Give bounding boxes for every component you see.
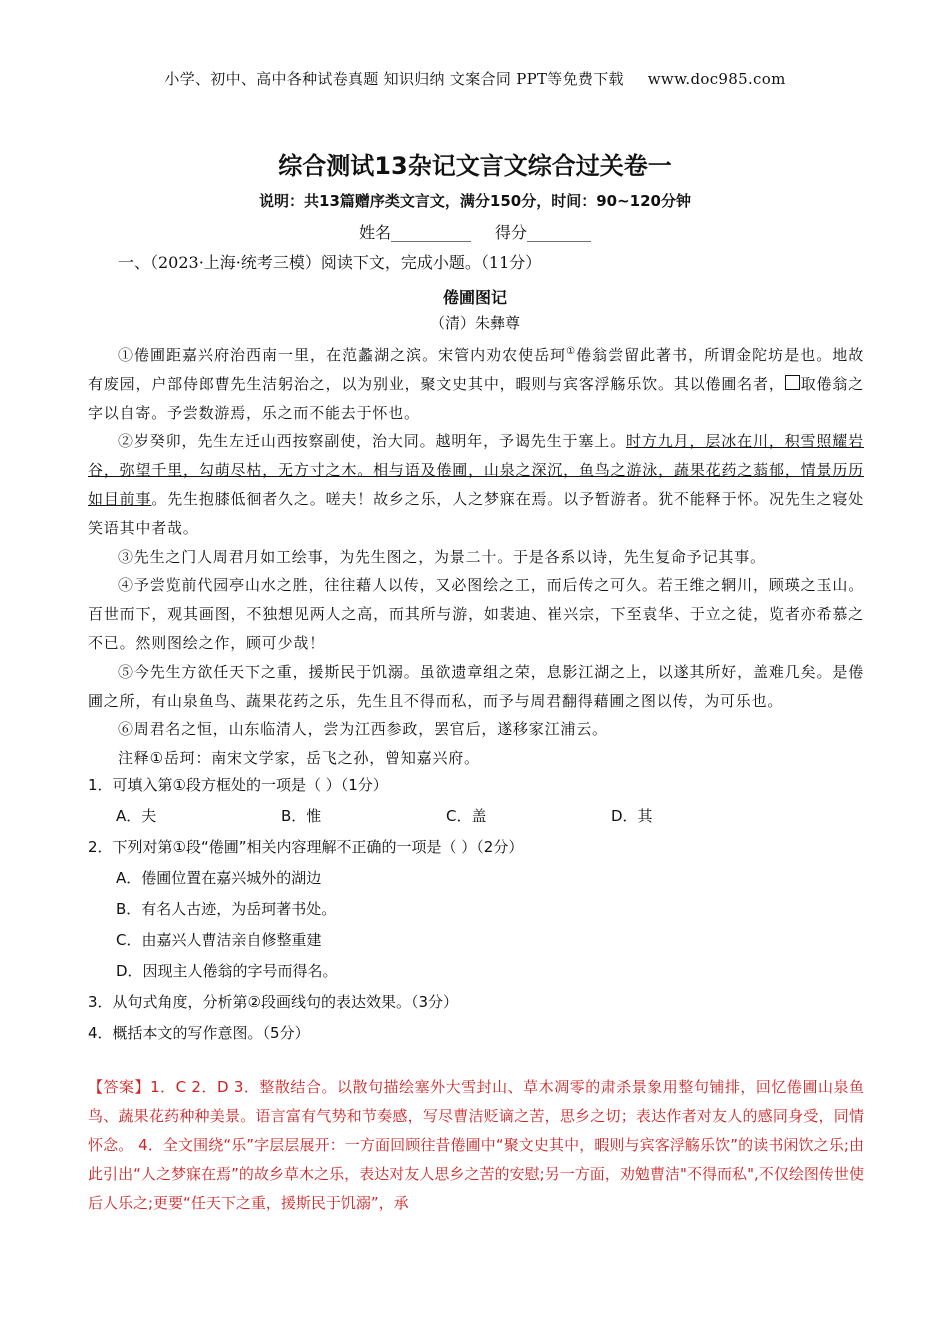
paragraph-4: ④予尝览前代园亭山水之胜，往往藉人以传，又必图绘之工，而后传之可久。若王维之辋川，顾瑛之玉山。百世而下，观其画图，不独想见两人之高，而其所与游，如裴迪、崔兴宗，下至袁华、于立之徒，览者亦希慕之不已。然则图绘之作，顾可少哉！ [88,576,864,652]
option: A．夫 [116,807,157,825]
question-4: 4．概括本文的写作意图。（5分） [88,1024,310,1042]
footnote: 注释①岳珂：南宋文学家，岳飞之孙，曾知嘉兴府。 [118,749,480,768]
essay-body [88,338,864,773]
footnote-marker: ① [566,346,577,357]
option: B．惟 [281,807,322,825]
answer-tag: 【答案】 [88,1078,151,1096]
answer-block [88,1073,864,1218]
option: D．因现主人倦翁的字号而得名。 [116,962,338,980]
name-field: 姓名__________ [358,223,471,242]
question-2: 2．下列对第①段“倦圃”相关内容理解不正确的一项是（ ）（2分） [88,838,524,856]
answer-text: 1．C 2．D 3．整散结合。以散句描绘塞外大雪封山、草木凋零的肃杀景象用整句铺排，回忆倦圃山泉鱼鸟、蔬果花药种种美景。语言富有气势和节奏感，写尽曹洁贬谪之苦，思乡之切；表达作者对友人的感同身受，同情怀念。 4．全文围绕“乐”字层层展开：一方面回顾往昔倦圃中“聚文史其中，暇则与宾客浮觞乐饮”的读书闲饮之乐;由此引出“人之梦寐在焉”的故乡草木之乐，表达对友人思乡之苦的安慰;另一方面，劝勉曹洁"不得而私",不仅绘图传世使后人乐之;更要“任天下之重，援斯民于饥溺”，承 [88,1078,864,1212]
option: C．盖 [446,807,487,825]
site-header [0,68,950,89]
paragraph-5: ⑤今先生方欲任天下之重，援斯民于饥溺。虽欲遗章组之荣，息影江湖之上，以遂其所好，盖难几矣。是倦圃之所，有山泉鱼鸟、蔬果花药之乐，先生且不得而私，而予与周君翻得藉圃之图以传，为可乐也。 [88,662,864,710]
paragraph-1: ①倦圃距嘉兴府治西南一里，在范蠡湖之滨。宋管内劝农使岳珂①倦翁尝留此著书，所谓金陀坊是也。地故有废园，户部侍郎曹先生洁躬治之，以为别业，聚文史其中，暇则与宾客浮觞乐饮。其以倦圃名者， 取倦翁之字以自寄。予尝数游焉，乐之而不能去于怀也。 [88,346,865,422]
question-1: 1．可填入第①段方框处的一项是（ ）（1分） [88,776,388,794]
paragraph-6: ⑥周君名之恒，山东临清人，尝为江西参政，罢官后，遂移家江浦云。 [118,720,608,739]
header-text: 小学、初中、高中各种试卷真题 知识归纳 文案合同 PPT等免费下载 [164,70,624,88]
option: D．其 [611,807,653,825]
header-url[interactable]: www.doc985.com [647,70,786,88]
option: A．倦圃位置在嘉兴城外的湖边 [116,869,322,887]
option: B．有名人古迹，为岳珂著书处。 [116,900,337,918]
section-heading: 一、（2023·上海·统考三模）阅读下文，完成小题。（11分） [118,253,542,272]
essay-title: 倦圃图记 [442,288,507,307]
paragraph-3: ③先生之门人周君月如工绘事，为先生图之，为景二十。于是各系以诗，先生复命予记其事。 [118,547,766,566]
name-score-bar [0,220,950,243]
questions [88,770,864,1049]
underlined-sentence: 时方九月，层冰在川，积雪照耀岩谷，弥望千里，勾萌尽枯，无方寸之木。相与语及倦圃，山泉之深沉，鱼鸟之游泳，蔬果花药之蓊郁，情景历历如目前事 [88,432,864,508]
essay-author: （清）朱彝尊 [429,314,520,332]
paragraph-2: ②岁癸卯，先生左迁山西按察副使，治大同。越明年，予谒先生于塞上。时方九月，层冰在川，积雪照耀岩谷，弥望千里，勾萌尽枯，无方寸之木。相与语及倦圃，山泉之深沉，鱼鸟之游泳，蔬果花药之蓊郁，情景历历如目前事。先生抱膝低徊者久之。嗟夫！故乡之乐，人之梦寐在焉。以予暂游者。犹不能释于怀。况先生之寝处笑语其中者哉。 [88,432,864,537]
score-field: 得分________ [495,223,592,242]
page-title: 综合测试13杂记文言文综合过关卷一 [278,152,672,180]
exam-description: 说明：共13篇赠序类文言文，满分150分，时间：90~120分钟 [259,192,691,210]
option: C．由嘉兴人曹洁亲自修整重建 [116,931,322,949]
question-3: 3．从句式角度，分析第②段画线句的表达效果。（3分） [88,993,459,1011]
question-1-options [88,801,864,832]
blank-box [785,375,800,390]
